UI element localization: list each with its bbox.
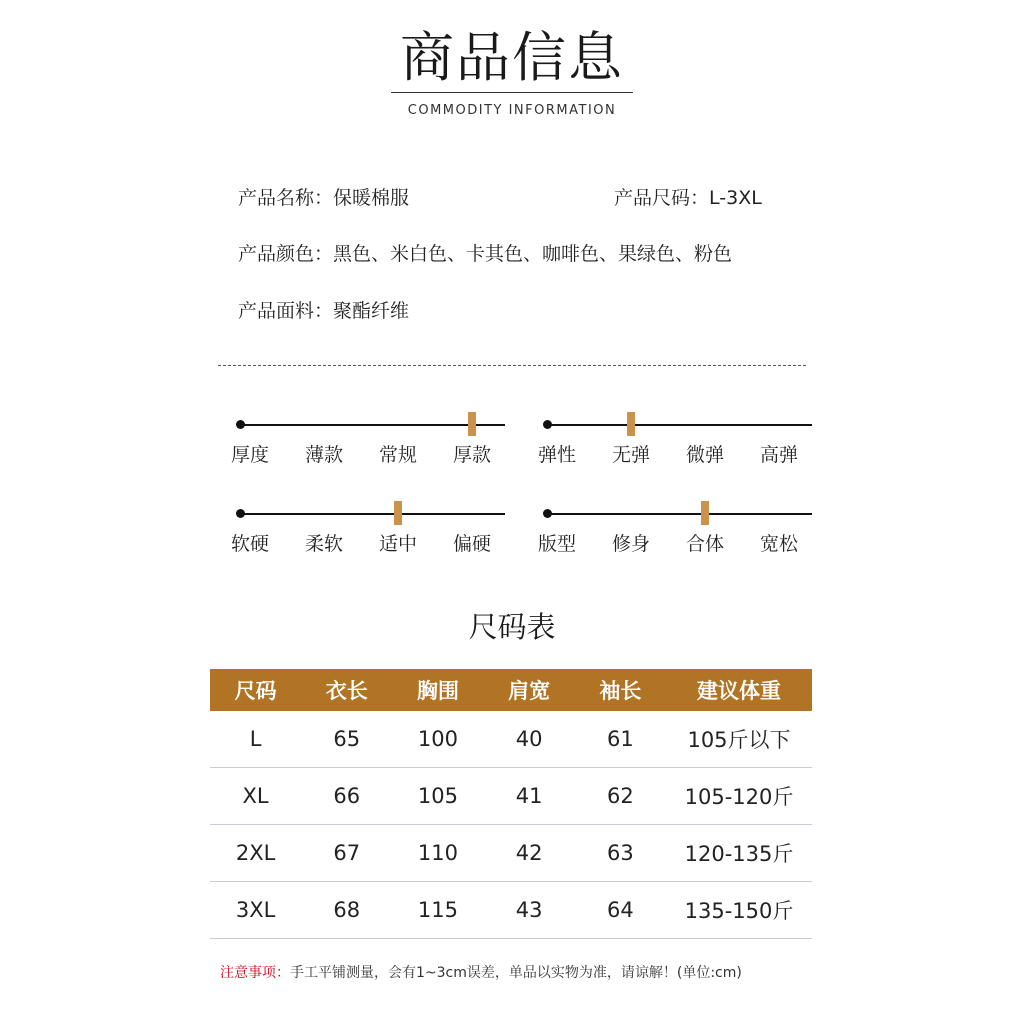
title-underline [391,92,633,93]
scale-option: 常规 [378,444,417,466]
table-cell: 68 [301,882,392,939]
table-cell: 105-120斤 [666,768,812,825]
table-cell: 43 [484,882,575,939]
scale-3 [527,513,827,573]
scale-start-dot [543,509,552,518]
scale-start-dot [543,420,552,429]
size-chart-header-cell: 肩宽 [484,669,575,711]
scale-selected-marker [394,501,402,525]
size-chart-header-row [210,669,812,711]
scale-option: 无弹 [611,444,650,466]
table-cell: 61 [575,711,666,768]
table-cell: 62 [575,768,666,825]
scale-selected-marker [701,501,709,525]
table-cell: 3XL [210,882,301,939]
scale-2 [220,513,520,573]
scale-track [547,513,812,515]
table-cell: 110 [392,825,483,882]
table-cell: L [210,711,301,768]
scale-selected-marker [468,412,476,436]
table-cell: 105斤以下 [666,711,812,768]
table-cell: 63 [575,825,666,882]
table-cell: 67 [301,825,392,882]
note-label: 注意事项： [220,965,290,981]
page-title: 商品信息 [400,26,624,89]
size-chart-header-cell: 建议体重 [666,669,812,711]
table-row [210,711,812,768]
scale-track [547,424,812,426]
scale-title: 弹性 [537,444,576,466]
scale-option: 柔软 [304,533,343,555]
table-cell: 65 [301,711,392,768]
size-chart-header-cell: 尺码 [210,669,301,711]
size-chart-header-cell: 胸围 [392,669,483,711]
scale-selected-marker [627,412,635,436]
product-color: 产品颜色：黑色、米白色、卡其色、咖啡色、果绿色、粉色 [238,243,733,265]
table-cell: 135-150斤 [666,882,812,939]
dashed-divider [218,365,806,366]
scale-0 [220,424,520,484]
table-row [210,825,812,882]
table-row [210,882,812,939]
scale-1 [527,424,827,484]
size-chart-table [210,669,812,939]
note-text: 手工平铺测量，会有1~3cm误差，单品以实物为准，请谅解！(单位:cm) [290,965,742,981]
scale-option: 合体 [685,533,724,555]
table-cell: 64 [575,882,666,939]
scale-option: 厚款 [452,444,491,466]
scale-option: 偏硬 [452,533,491,555]
scale-option: 适中 [378,533,417,555]
table-cell: 41 [484,768,575,825]
size-chart-header-cell: 衣长 [301,669,392,711]
table-cell: 2XL [210,825,301,882]
scale-option: 薄款 [304,444,343,466]
table-cell: 66 [301,768,392,825]
table-cell: 105 [392,768,483,825]
product-name: 产品名称：保暖棉服 [238,187,410,209]
scale-title: 厚度 [230,444,269,466]
scale-start-dot [236,420,245,429]
scale-title: 版型 [537,533,576,555]
scale-start-dot [236,509,245,518]
size-chart-title: 尺码表 [468,610,556,644]
scale-option: 修身 [611,533,650,555]
table-cell: 115 [392,882,483,939]
table-cell: XL [210,768,301,825]
table-cell: 100 [392,711,483,768]
scale-option: 高弹 [759,444,798,466]
scale-title: 软硬 [230,533,269,555]
table-cell: 40 [484,711,575,768]
size-chart-header-cell: 袖长 [575,669,666,711]
table-cell: 42 [484,825,575,882]
product-size: 产品尺码：L-3XL [614,187,762,209]
scale-track [240,424,505,426]
measurement-note [220,962,742,982]
table-cell: 120-135斤 [666,825,812,882]
table-row [210,768,812,825]
scale-track [240,513,505,515]
scale-option: 宽松 [759,533,798,555]
scale-option: 微弹 [685,444,724,466]
product-fabric: 产品面料：聚酯纤维 [238,300,410,322]
page-subtitle: COMMODITY INFORMATION [407,103,617,118]
